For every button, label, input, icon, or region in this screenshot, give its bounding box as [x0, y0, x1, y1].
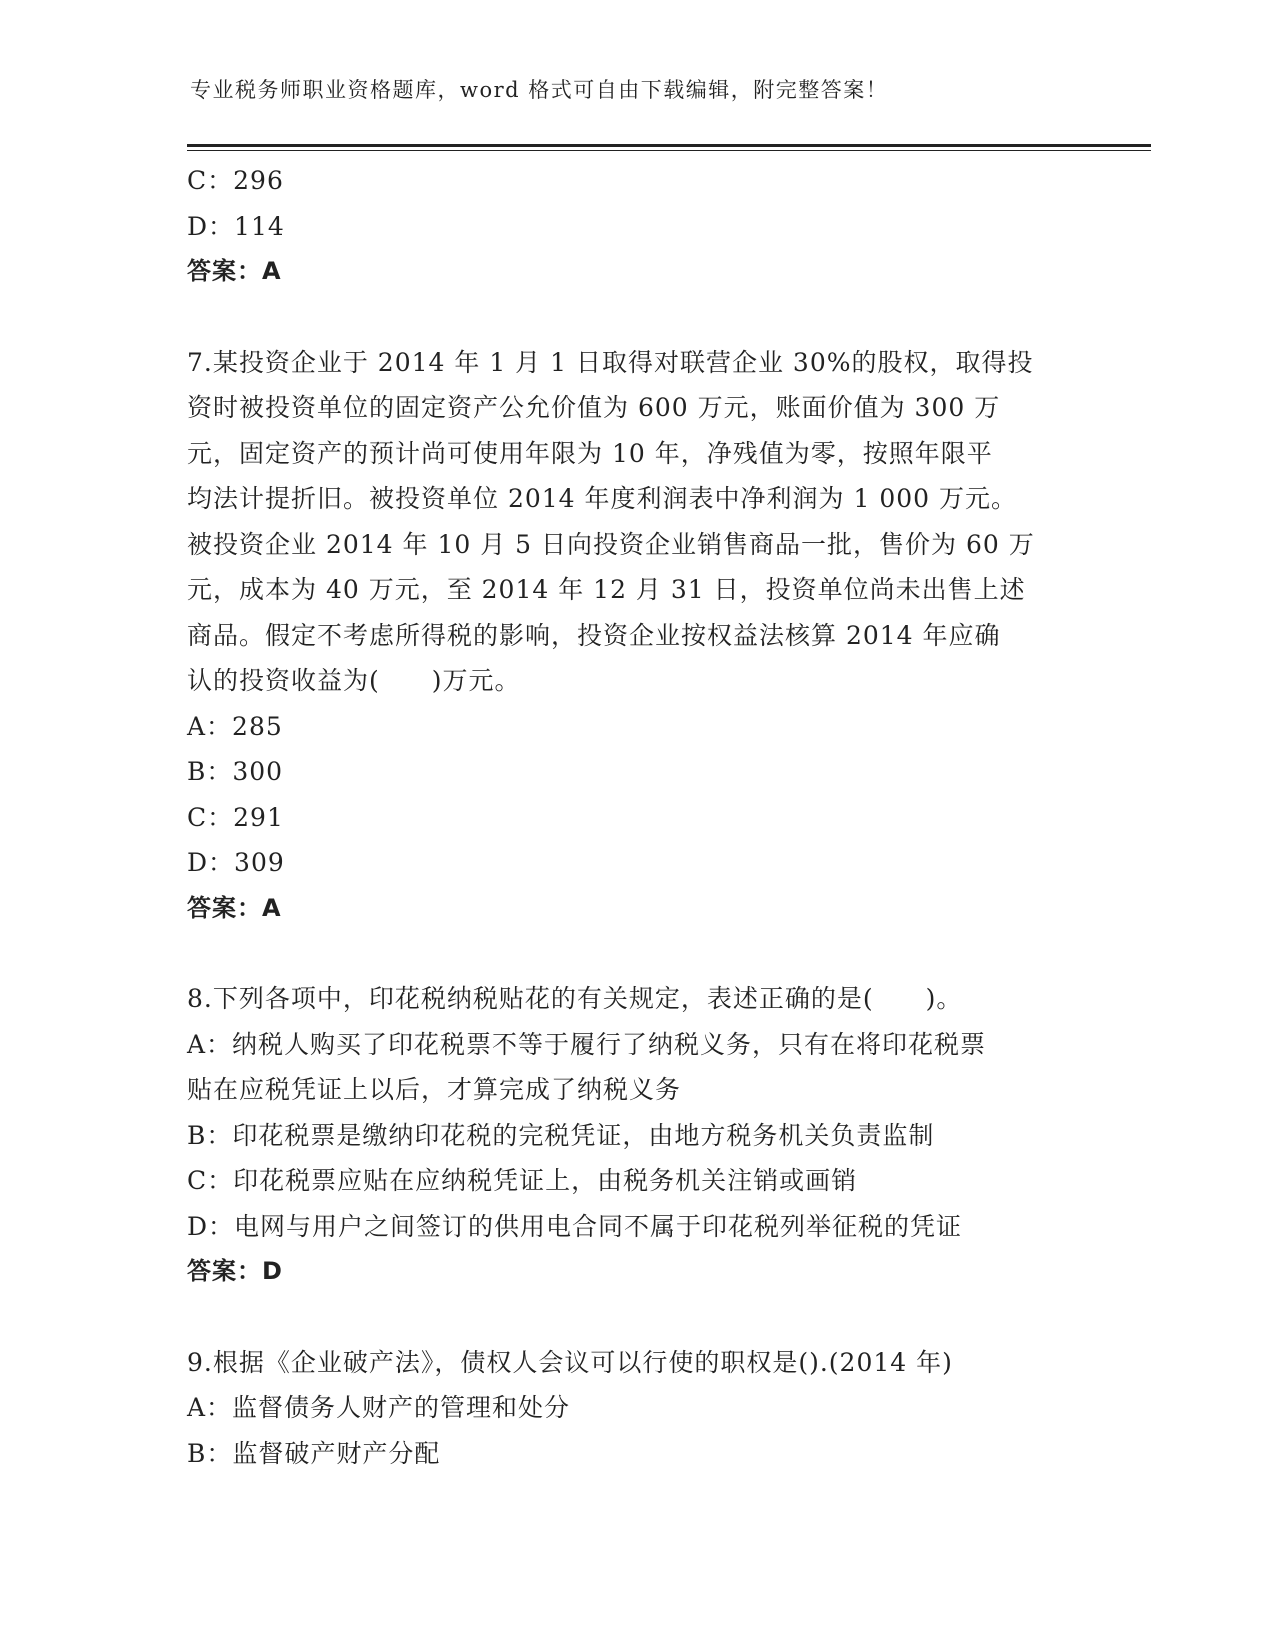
- question-stem-line: 被投资企业 2014 年 10 月 5 日向投资企业销售商品一批，售价为 60 万: [187, 529, 1035, 559]
- question-7: [187, 340, 1087, 932]
- answer-line: 答案：A: [187, 257, 282, 285]
- option-a: A：监督债务人财产的管理和处分: [187, 1393, 571, 1422]
- page-header: 专业税务师职业资格题库，word 格式可自由下载编辑，附完整答案！: [190, 78, 889, 102]
- option-b: B：印花税票是缴纳印花税的完税凭证，由地方税务机关负责监制: [187, 1120, 935, 1150]
- option-c: C：296: [187, 166, 284, 195]
- question-stem-line: 商品。假定不考虑所得税的影响，投资企业按权益法核算 2014 年应确: [187, 620, 1001, 650]
- question-stem-line: 元，成本为 40 万元，至 2014 年 12 月 31 日，投资单位尚未出售上述: [187, 575, 1026, 604]
- option-c: C：印花税票应贴在应纳税凭证上，由税务机关注销或画销: [187, 1166, 858, 1195]
- question-stem-line: 8.下列各项中，印花税纳税贴花的有关规定，表述正确的是( )。: [187, 984, 963, 1013]
- option-a: A：纳税人购买了印花税票不等于履行了纳税义务，只有在将印花税票: [187, 1029, 987, 1059]
- question-8: [187, 976, 1087, 1295]
- document-body: [187, 158, 1087, 1476]
- option-c: C：291: [187, 802, 284, 832]
- question-stem-line: 资时被投资单位的固定资产公允价值为 600 万元，账面价值为 300 万: [187, 393, 1001, 422]
- option-a: A：285: [187, 711, 283, 741]
- option-a-continued: 贴在应税凭证上以后，才算完成了纳税义务: [187, 1075, 682, 1104]
- question-9: [187, 1340, 1087, 1477]
- question-stem-line: 元，固定资产的预计尚可使用年限为 10 年，净残值为零，按照年限平: [187, 438, 993, 468]
- question-stem-line: 7.某投资企业于 2014 年 1 月 1 日取得对联营企业 30%的股权，取得投: [187, 347, 1034, 377]
- question-stem-line: 认的投资收益为( )万元。: [187, 666, 521, 695]
- question-stem-line: 9.根据《企业破产法》，债权人会议可以行使的职权是().(2014 年): [187, 1347, 953, 1377]
- option-d: D：电网与用户之间签订的供用电合同不属于印花税列举征税的凭证: [187, 1211, 963, 1241]
- answer-line: 答案：A: [187, 893, 282, 922]
- option-d: D：114: [187, 211, 285, 241]
- option-d: D：309: [187, 848, 285, 877]
- question-stem-line: 均法计提折旧。被投资单位 2014 年度利润表中净利润为 1 000 万元。: [187, 484, 1017, 513]
- option-b: B：300: [187, 757, 284, 786]
- option-b: B：监督破产财产分配: [187, 1438, 441, 1468]
- header-rule-thin: [187, 150, 1151, 151]
- header-rule-thick: [187, 144, 1151, 147]
- answer-line: 答案：D: [187, 1257, 283, 1285]
